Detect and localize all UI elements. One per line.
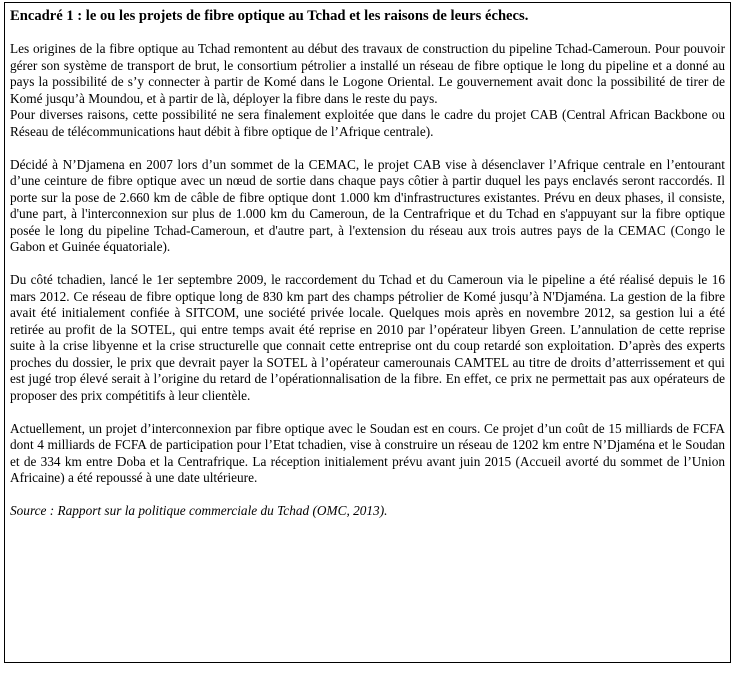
paragraph-origins: Les origines de la fibre optique au Tchad remontent au début des travaux de construction du pipeline Tchad-Cameroun. Pour pouvoir gérer son système de transport de brut, le consortium pétrolier a installé un réseau de fibre optique le long du pipeline et a donné au pays la possibilité de s’y connecter à partir de Komé dans le Logone Oriental. Le gouvernement avait donc la possibilité de tirer de Komé jusqu’à Moundou, et à partir de là, déployer la fibre dans le reste du pays.	[10, 41, 725, 106]
paragraph-cab-project: Décidé à N’Djamena en 2007 lors d’un sommet de la CEMAC, le projet CAB vise à désenclaver l’Afrique centrale en l’entourant d’une ceinture de fibre optique avec un nœud de sortie dans chaque pays côtier à partir duquel les pays enclavés seront raccordés. Il porte sur la pose de 2.660 km de câble de fibre optique dont 1.000 km d'infrastructures existantes. Prévu en deux phases, il consiste, d'une part, à l'interconnexion sur plus de 1.000 km du Cameroun, de la Centrafrique et du Tchad en s'appuyant sur la fibre optique posée le long du pipeline Tchad-Cameroun, et d'autre part, à l'extension du réseau aux trois autres pays de la CEMAC (Congo le Gabon et Guinée équatoriale).	[10, 156, 725, 254]
paragraph-cab-intro: Pour diverses raisons, cette possibilité ne sera finalement exploitée que dans le cadre du projet CAB (Central African Backbone ou Réseau de télécommunications haut débit à fibre optique de l’Afrique centrale).	[10, 107, 725, 139]
paragraph-sudan-interconnection: Actuellement, un projet d’interconnexion par fibre optique avec le Soudan est en cours. Ce projet d’un coût de 15 milliards de FCFA dont 4 milliards de FCFA de participation pour l’Etat tchadien, vise à construire un réseau de 1202 km entre N’Djaména et le Soudan et de 334 km entre Doba et la Centrafrique. La réception initialement prévu avant juin 2015 (Accueil avorté du sommet de l’Union Africaine) a été repoussé à une date ultérieure.	[10, 420, 725, 485]
encadre-box	[4, 2, 731, 663]
source-citation: Source : Rapport sur la politique commerciale du Tchad (OMC, 2013).	[10, 503, 388, 518]
paragraph-chad-side: Du côté tchadien, lancé le 1er septembre 2009, le raccordement du Tchad et du Cameroun via le pipeline a été réalisé depuis le 16 mars 2012. Ce réseau de fibre optique long de 830 km part des champs pétrolier de Komé jusqu’à N'Djaména. La gestion de la fibre avait été initialement confiée à SITCOM, une société privée locale. Quelques mois après en novembre 2012, sa gestion lui a été retirée au profit de la SOTEL, qui entre temps avait été reprise en 2010 par l’opérateur libyen Green. L’annulation de cette reprise suite à la crise libyenne et la crise structurelle que connait cette entreprise ont du coup retardé son exploitation. D’après des experts proches du dossier, le prix que devrait payer la SOTEL à l’opérateur camerounais CAMTEL au titre de droits d’atterrissement et qui est jugé trop élevé serait à l’origine du retard de l’opérationnalisation de la fibre. En effet, ce prix ne permettait pas aux opérateurs de proposer des prix compétitifs à leur clientèle.	[10, 272, 725, 403]
box-title: Encadré 1 : le ou les projets de fibre optique au Tchad et les raisons de leurs échecs.	[10, 8, 529, 24]
